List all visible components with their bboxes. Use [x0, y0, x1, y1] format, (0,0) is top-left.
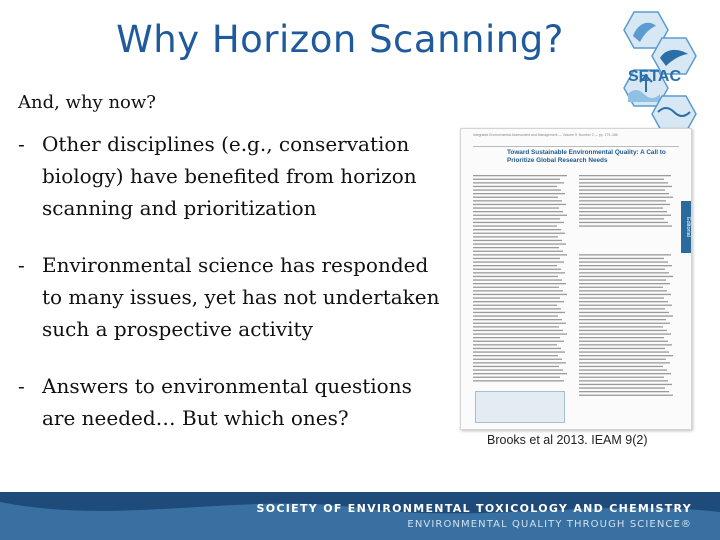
- paper-text-line: [473, 225, 557, 226]
- paper-text-line: [473, 290, 563, 291]
- bullet-line: Environmental science has responded: [42, 253, 429, 277]
- paper-text-line: [473, 186, 557, 187]
- paper-text-line: [473, 233, 565, 234]
- paper-text-line: [579, 355, 673, 356]
- paper-text-line: [579, 218, 664, 219]
- footer-wave: [0, 492, 720, 540]
- paper-title: [507, 149, 682, 164]
- bullet-marker: -: [18, 132, 25, 156]
- paper-text-line: [579, 193, 669, 194]
- paper-text-line: [579, 225, 672, 226]
- paper-text-line: [579, 305, 672, 306]
- paper-text-line: [473, 301, 564, 302]
- paper-text-line: [579, 359, 666, 360]
- slide-title: Why Horizon Scanning?: [116, 18, 564, 61]
- paper-text-line: [579, 269, 665, 270]
- paper-text-line: [473, 193, 565, 194]
- paper-text-line: [579, 344, 672, 345]
- paper-text-line: [579, 333, 671, 334]
- bullet-item: [18, 370, 448, 434]
- paper-text-line: [473, 283, 566, 284]
- paper-title-line: Toward Sustainable Environmental Quality: A Call to: [507, 149, 666, 156]
- paper-text-line: [473, 312, 565, 313]
- paper-text-line: [579, 211, 667, 212]
- paper-text-line: [579, 341, 668, 342]
- paper-text-line: [473, 175, 567, 176]
- paper-text-line: [473, 269, 561, 270]
- paper-text-line: [473, 179, 560, 180]
- paper-text-line: [579, 276, 673, 277]
- bullet-line: Answers to environmental questions: [42, 374, 412, 398]
- paper-text-line: [579, 315, 673, 316]
- paper-text-line: [473, 351, 565, 352]
- paper-text-line: [579, 369, 667, 370]
- paper-text-line: [579, 373, 671, 374]
- paper-text-line: [473, 258, 560, 259]
- paper-text-line: [579, 204, 670, 205]
- paper-text-line: [473, 229, 561, 230]
- paper-text-line: [473, 204, 566, 205]
- bullet-item: [18, 128, 448, 224]
- paper-text-line: [473, 207, 559, 208]
- paper-text-line: [579, 197, 673, 198]
- paper-text-line: [473, 326, 559, 327]
- paper-text-line: [579, 312, 669, 313]
- paper-text-line: [579, 366, 663, 367]
- figure-caption: Brooks et al 2013. IEAM 9(2): [487, 433, 648, 447]
- paper-text-line: [473, 215, 567, 216]
- bullet-line: biology) have benefited from horizon: [42, 164, 417, 188]
- paper-text-line: [473, 218, 560, 219]
- paper-text-line: [579, 294, 671, 295]
- paper-text-line: [473, 359, 562, 360]
- paper-rule: [473, 146, 679, 147]
- paper-text-line: [473, 315, 558, 316]
- paper-text-line: [473, 319, 562, 320]
- paper-journal-line: Integrated Environmental Assessment and Management — Volume 9, Number 2 — pp. 179–186: [473, 133, 618, 137]
- paper-text-line: [473, 222, 564, 223]
- paper-body-text: [473, 169, 677, 424]
- paper-text-line: [473, 369, 563, 370]
- bullet-line: scanning and prioritization: [42, 196, 317, 220]
- paper-text-line: [579, 261, 668, 262]
- paper-text-line: [579, 330, 667, 331]
- paper-text-line: [473, 366, 559, 367]
- paper-text-line: [579, 351, 669, 352]
- paper-text-line: [579, 175, 671, 176]
- paper-text-line: [579, 380, 668, 381]
- paper-text-line: [579, 362, 670, 363]
- bullet-line: to many issues, yet has not undertaken: [42, 285, 440, 309]
- paper-text-line: [579, 265, 672, 266]
- paper-text-line: [473, 243, 566, 244]
- paper-text-line: [473, 211, 563, 212]
- paper-text-line: [473, 373, 567, 374]
- paper-text-line: [579, 186, 672, 187]
- paper-text-line: [473, 337, 560, 338]
- bullet-list: [18, 128, 448, 459]
- paper-text-line: [579, 215, 671, 216]
- paper-author-box: [475, 391, 565, 423]
- paper-text-line: [473, 341, 564, 342]
- paper-text-line: [579, 395, 673, 396]
- paper-text-line: [473, 240, 562, 241]
- paper-text-line: [579, 254, 671, 255]
- paper-text-line: [473, 308, 561, 309]
- paper-text-line: [579, 200, 666, 201]
- paper-text-line: [473, 287, 559, 288]
- paper-text-line: [473, 247, 559, 248]
- bullet-line: are needed… But which ones?: [42, 406, 349, 430]
- paper-text-line: [473, 265, 557, 266]
- paper-text-line: [473, 294, 567, 295]
- paper-text-line: [579, 384, 672, 385]
- paper-text-line: [473, 182, 564, 183]
- paper-text-line: [473, 362, 566, 363]
- footer-banner: [0, 492, 720, 540]
- slide-subtitle: And, why now?: [18, 92, 156, 113]
- paper-text-line: [473, 323, 566, 324]
- paper-text-line: [579, 348, 665, 349]
- paper-text-line: [579, 301, 668, 302]
- paper-text-line: [473, 330, 563, 331]
- paper-text-line: [473, 344, 557, 345]
- paper-text-line: [473, 279, 562, 280]
- paper-text-line: [579, 207, 663, 208]
- paper-text-line: [579, 323, 670, 324]
- paper-text-line: [579, 326, 663, 327]
- paper-text-line: [579, 297, 664, 298]
- footer-society-name: SOCIETY OF ENVIRONMENTAL TOXICOLOGY AND CHEMISTRY: [256, 502, 692, 515]
- bullet-marker: -: [18, 374, 25, 398]
- paper-text-line: [579, 182, 668, 183]
- paper-text-line: [473, 200, 562, 201]
- footer-tagline: ENVIRONMENTAL QUALITY THROUGH SCIENCE®: [407, 519, 692, 530]
- paper-text-line: [579, 287, 663, 288]
- paper-text-line: [473, 261, 564, 262]
- paper-text-line: [579, 222, 668, 223]
- paper-text-line: [473, 251, 563, 252]
- paper-text-line: [579, 337, 664, 338]
- paper-text-line: [473, 254, 567, 255]
- paper-text-line: [473, 236, 558, 237]
- paper-text-line: [579, 279, 666, 280]
- paper-text-line: [473, 297, 560, 298]
- paper-text-line: [473, 189, 561, 190]
- paper-text-line: [579, 387, 665, 388]
- paper-text-line: [579, 319, 666, 320]
- paper-text-line: [579, 377, 664, 378]
- paper-editorial-tab: Editorial: [681, 201, 691, 253]
- paper-text-line: [473, 355, 558, 356]
- paper-title-line: Prioritize Global Research Needs: [507, 156, 608, 164]
- paper-text-line: [579, 290, 667, 291]
- bullet-line: Other disciplines (e.g., conservation: [42, 132, 410, 156]
- paper-text-line: [579, 283, 670, 284]
- paper-text-line: [579, 179, 664, 180]
- paper-text-line: [473, 348, 561, 349]
- bullet-item: [18, 249, 448, 345]
- paper-text-line: [579, 308, 665, 309]
- setac-logo-icon: [606, 8, 716, 130]
- paper-text-line: [579, 391, 669, 392]
- paper-text-line: [473, 276, 558, 277]
- paper-text-line: [579, 258, 664, 259]
- paper-thumbnail: [460, 128, 692, 430]
- logo-text: SETAC: [628, 68, 682, 85]
- paper-text-line: [473, 377, 560, 378]
- paper-text-line: [473, 305, 557, 306]
- paper-text-line: [473, 333, 567, 334]
- bullet-line: such a prospective activity: [42, 317, 313, 341]
- paper-text-line: [473, 272, 565, 273]
- paper-text-line: [579, 189, 665, 190]
- bullet-marker: -: [18, 253, 25, 277]
- paper-text-line: [473, 197, 558, 198]
- paper-text-line: [473, 380, 564, 381]
- paper-text-line: [579, 272, 669, 273]
